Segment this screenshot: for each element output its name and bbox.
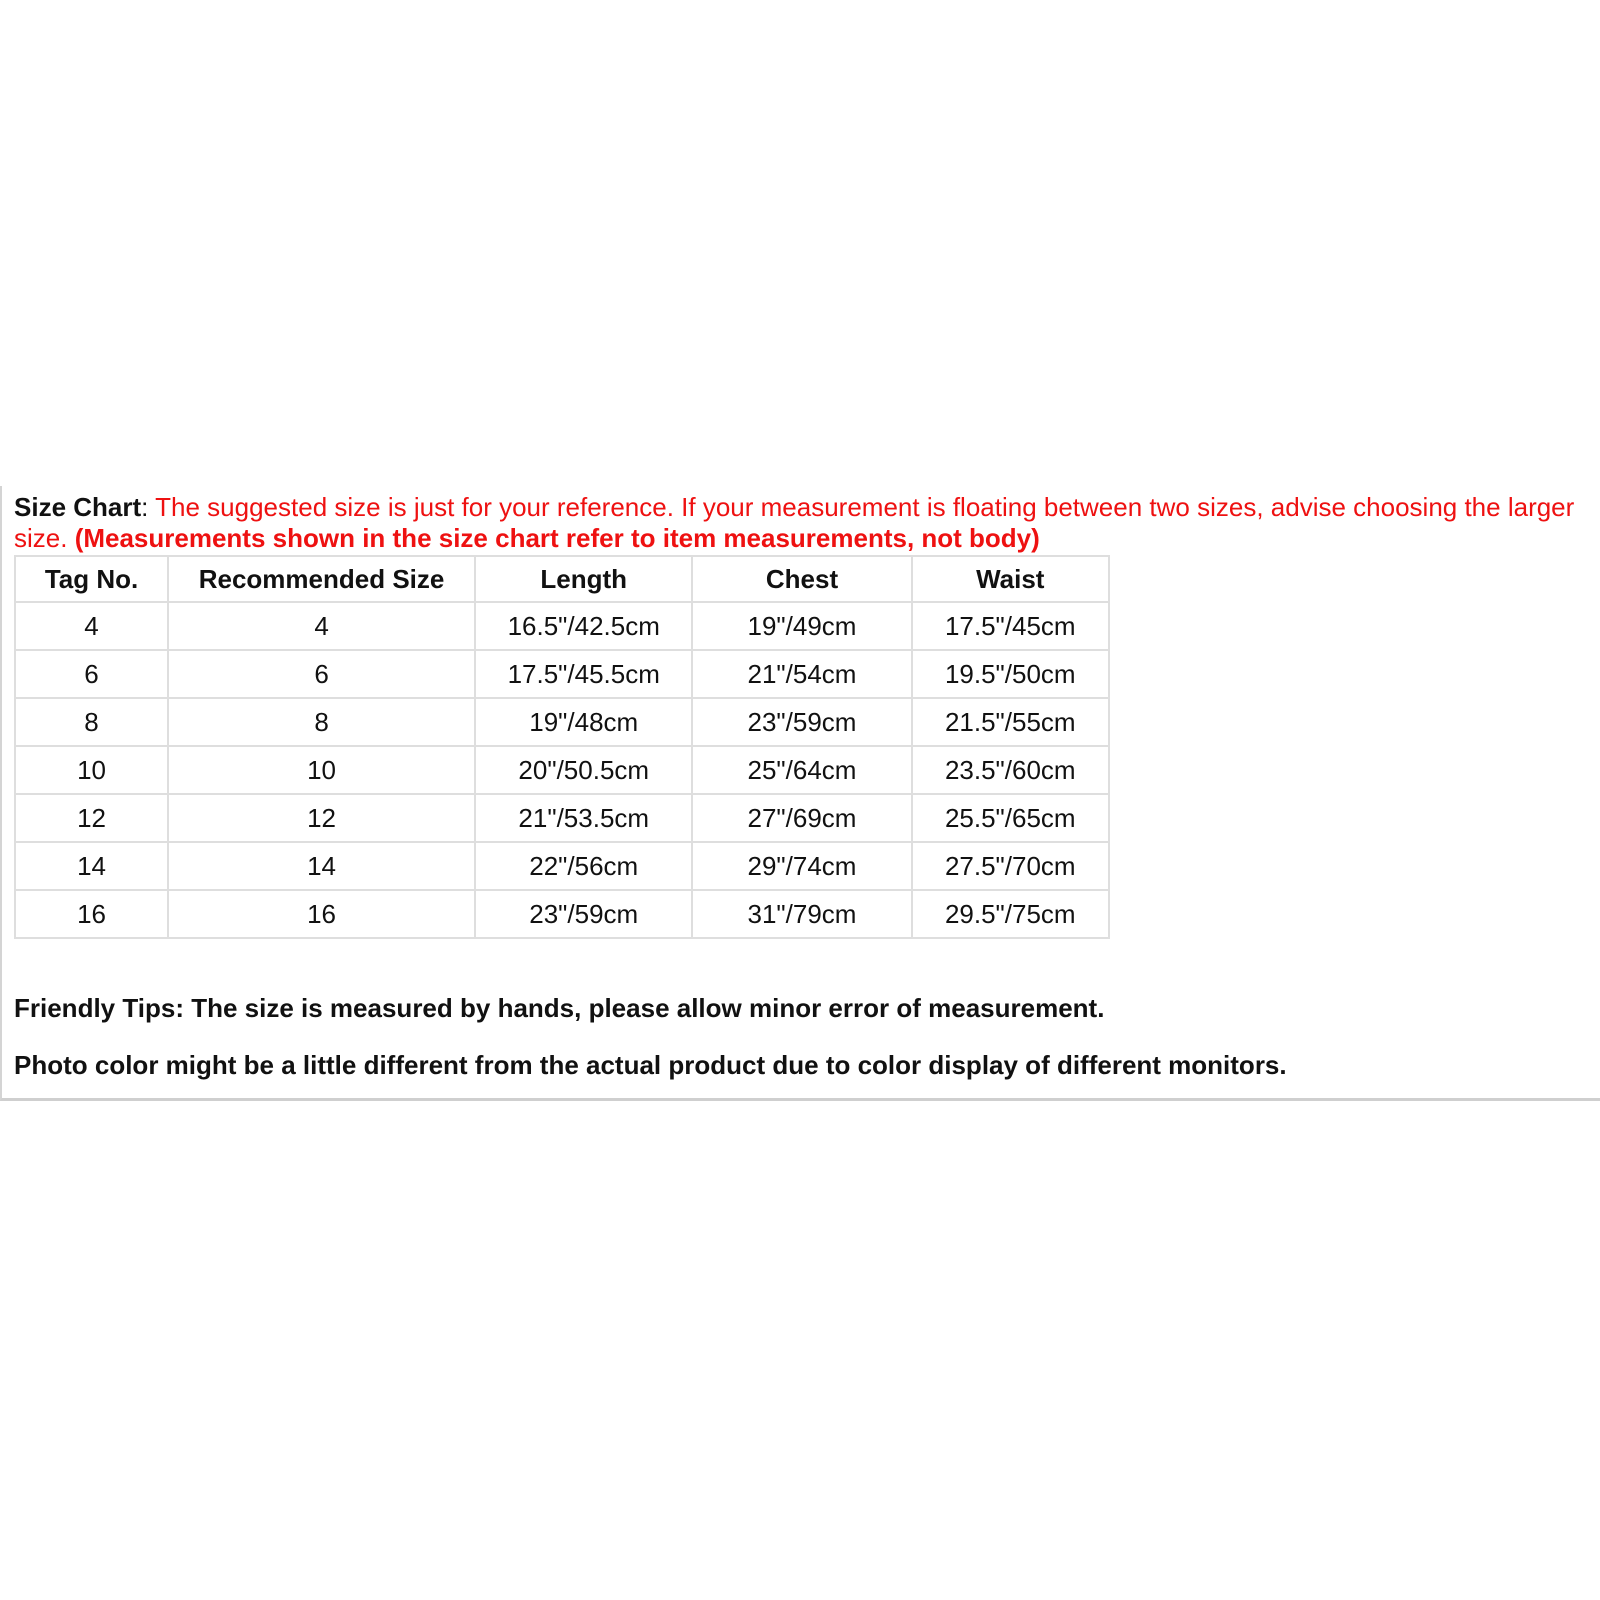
cell-waist: 19.5"/50cm	[912, 650, 1109, 698]
intro-separator: :	[141, 492, 156, 522]
cell-tag-no: 10	[15, 746, 168, 794]
cell-waist: 29.5"/75cm	[912, 890, 1109, 938]
friendly-tips-text: Friendly Tips: The size is measured by hands, please allow minor error of measurement.	[14, 993, 1105, 1023]
cell-tag-no: 8	[15, 698, 168, 746]
header-chest: Chest	[692, 556, 911, 602]
table-row	[15, 842, 1109, 890]
table-row	[15, 602, 1109, 650]
cell-length: 20"/50.5cm	[475, 746, 692, 794]
measurement-note: (Measurements shown in the size chart refer to item measurements, not body)	[74, 523, 1040, 553]
cell-length: 19"/48cm	[475, 698, 692, 746]
cell-length: 22"/56cm	[475, 842, 692, 890]
photo-color-note: Photo color might be a little different from the actual product due to color display of different monitors.	[14, 1050, 1287, 1080]
cell-chest: 21"/54cm	[692, 650, 911, 698]
cell-length: 23"/59cm	[475, 890, 692, 938]
cell-recommended-size: 16	[168, 890, 475, 938]
size-table	[14, 555, 1110, 939]
header-tag-no: Tag No.	[15, 556, 168, 602]
cell-recommended-size: 6	[168, 650, 475, 698]
cell-length: 17.5"/45.5cm	[475, 650, 692, 698]
cell-chest: 31"/79cm	[692, 890, 911, 938]
cell-recommended-size: 14	[168, 842, 475, 890]
cell-recommended-size: 4	[168, 602, 475, 650]
table-header-row	[15, 556, 1109, 602]
size-note: The suggested size is just for your reference. If your measurement is floating between two sizes, advise choosing the larger size.	[14, 492, 1575, 553]
cell-waist: 27.5"/70cm	[912, 842, 1109, 890]
cell-tag-no: 14	[15, 842, 168, 890]
header-waist: Waist	[912, 556, 1109, 602]
header-length: Length	[475, 556, 692, 602]
table-row	[15, 698, 1109, 746]
cell-recommended-size: 12	[168, 794, 475, 842]
header-recommended-size: Recommended Size	[168, 556, 475, 602]
size-chart-panel	[0, 486, 1600, 1101]
cell-waist: 21.5"/55cm	[912, 698, 1109, 746]
cell-chest: 29"/74cm	[692, 842, 911, 890]
cell-tag-no: 12	[15, 794, 168, 842]
cell-chest: 25"/64cm	[692, 746, 911, 794]
table-row	[15, 650, 1109, 698]
table-row	[15, 746, 1109, 794]
cell-chest: 19"/49cm	[692, 602, 911, 650]
cell-recommended-size: 10	[168, 746, 475, 794]
table-row	[15, 890, 1109, 938]
cell-chest: 27"/69cm	[692, 794, 911, 842]
size-chart-label: Size Chart	[14, 492, 142, 522]
size-chart-intro	[14, 492, 1594, 554]
cell-tag-no: 4	[15, 602, 168, 650]
cell-waist: 23.5"/60cm	[912, 746, 1109, 794]
cell-waist: 17.5"/45cm	[912, 602, 1109, 650]
cell-tag-no: 16	[15, 890, 168, 938]
cell-length: 21"/53.5cm	[475, 794, 692, 842]
cell-tag-no: 6	[15, 650, 168, 698]
cell-chest: 23"/59cm	[692, 698, 911, 746]
cell-recommended-size: 8	[168, 698, 475, 746]
cell-length: 16.5"/42.5cm	[475, 602, 692, 650]
cell-waist: 25.5"/65cm	[912, 794, 1109, 842]
table-row	[15, 794, 1109, 842]
